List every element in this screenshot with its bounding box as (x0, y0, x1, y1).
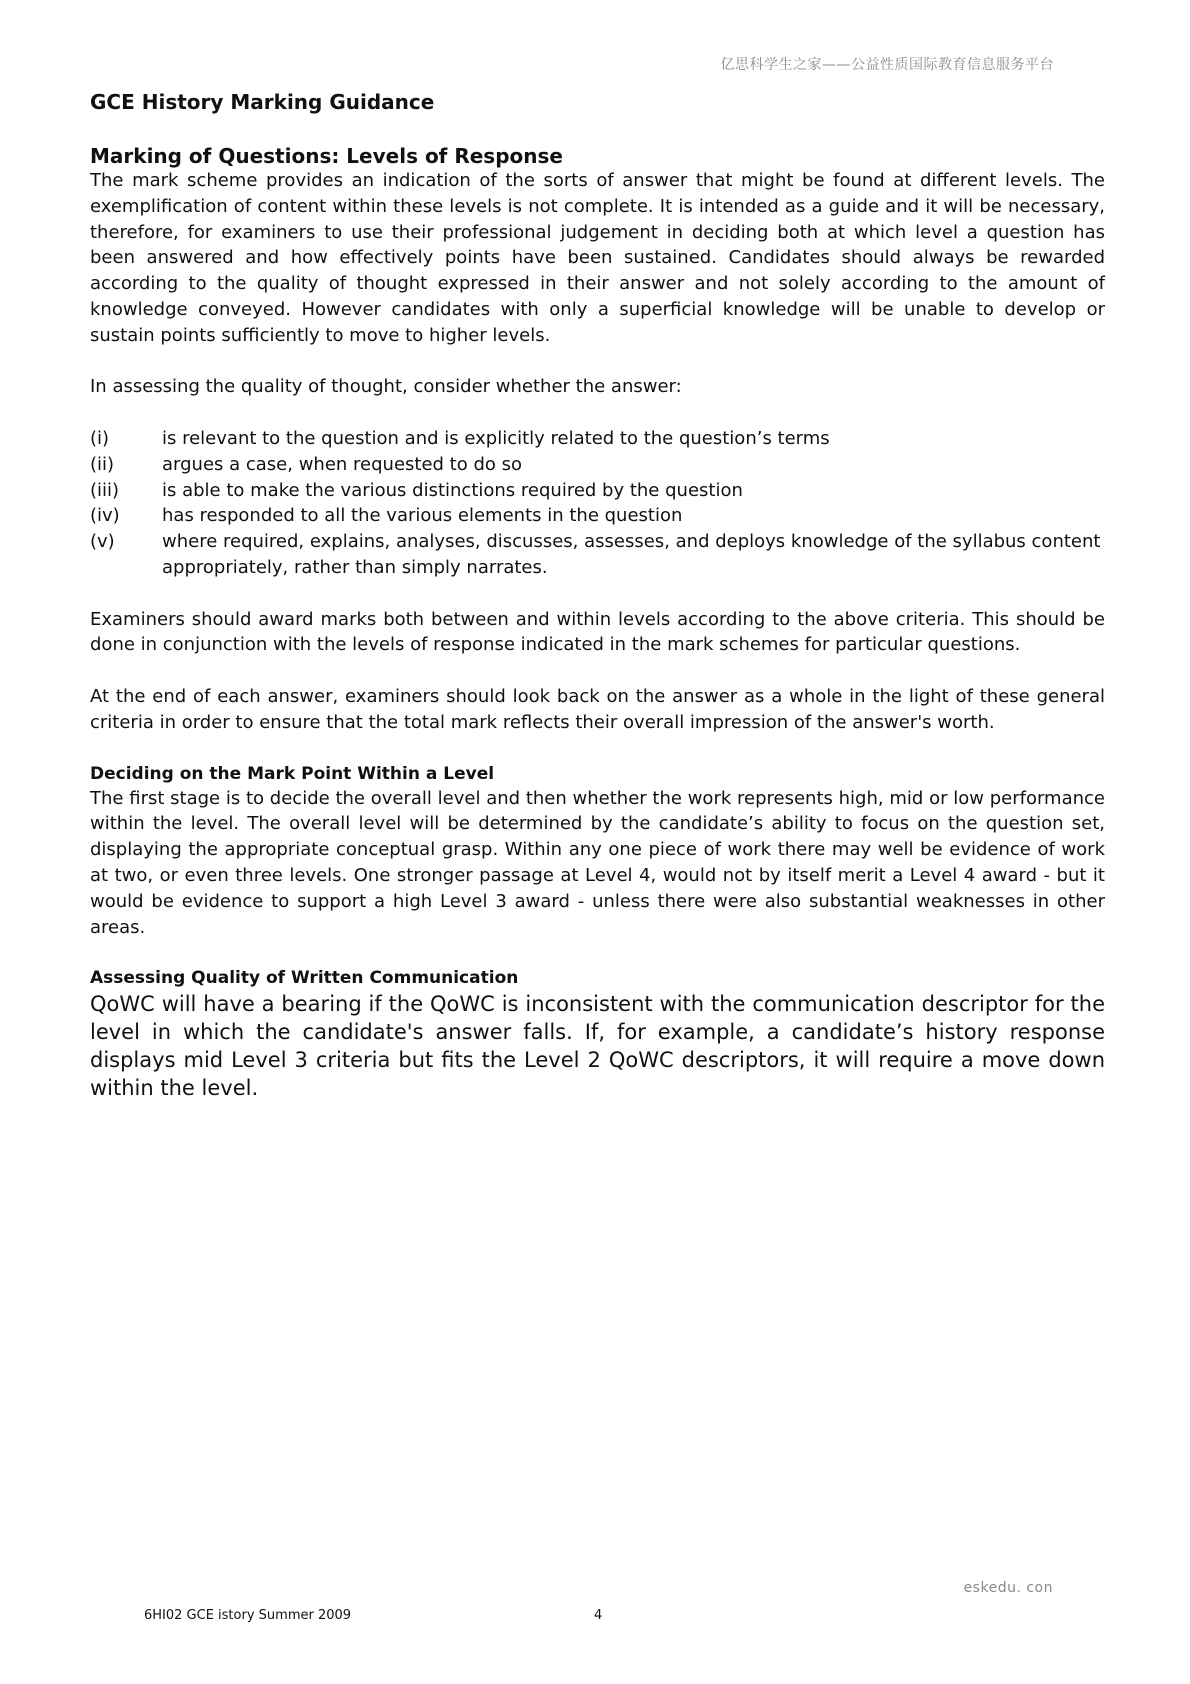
criteria-text: argues a case, when requested to do so (162, 453, 523, 475)
page-number: 4 (594, 1608, 603, 1623)
mark-point-paragraph: The first stage is to decide the overall level and then whether the work represents high, mid or low performance within the level. The overall level will be determined by the candidate’s ability to focus on the question set, displaying the appropriate conceptual grasp. Within any one piece of work there may well be evidence of work at two, or even three levels. One stronger passage at Level 4, would not by itself merit a Level 4 award - but it would be evidence to support a high Level 3 award - unless there were also substantial weaknesses in other areas. (90, 787, 1105, 938)
document-body (90, 90, 1105, 1102)
levels-section-heading: Marking of Questions: Levels of Response (90, 144, 563, 168)
criteria-text: is relevant to the question and is explicitly related to the question’s terms (162, 427, 830, 449)
criteria-text: has responded to all the various elements in the question (162, 505, 683, 527)
header-watermark: 亿思科学生之家——公益性质国际教育信息服务平台 (720, 57, 1054, 73)
criteria-numeral: (iii) (90, 479, 120, 501)
document-title: GCE History Marking Guidance (90, 90, 435, 114)
award-paragraph: Examiners should award marks both between and within levels according to the above criteria. This should be done in conjunction with the levels of response indicated in the mark schemes for particular questions. (90, 608, 1105, 656)
criteria-numeral: (iv) (90, 505, 120, 527)
criteria-numeral: (i) (90, 427, 110, 449)
footer-site-mark: eskedu. con (963, 1580, 1053, 1596)
end-of-answer-paragraph: At the end of each answer, examiners should look back on the answer as a whole in the light of these general criteria in order to ensure that the total mark reflects their overall impression of the answer's worth. (90, 685, 1105, 733)
footer-reference: 6HI02 GCE istory Summer 2009 (144, 1608, 352, 1623)
criteria-text: is able to make the various distinctions required by the question (162, 479, 743, 501)
assess-lead-paragraph: In assessing the quality of thought, consider whether the answer: (90, 376, 682, 398)
criteria-item (90, 478, 1105, 504)
criteria-item (90, 452, 1105, 478)
criteria-item (90, 503, 1105, 529)
qowc-paragraph: QoWC will have a bearing if the QoWC is inconsistent with the communication descriptor for the level in which the candidate's answer falls. If, for example, a candidate’s history response displays mid Level 3 criteria but fits the Level 2 QoWC descriptors, it will require a move down within the level. (90, 992, 1105, 1101)
mark-point-heading: Deciding on the Mark Point Within a Level (90, 763, 495, 784)
criteria-numeral: (v) (90, 531, 115, 553)
criteria-item (90, 426, 1105, 452)
criteria-list (90, 426, 1105, 581)
qowc-heading: Assessing Quality of Written Communication (90, 968, 519, 989)
criteria-item (90, 529, 1105, 581)
criteria-text: where required, explains, analyses, discusses, assesses, and deploys knowledge of the syllabus content appropriately, rather than simply narrates. (162, 531, 1101, 578)
levels-intro-paragraph: The mark scheme provides an indication of the sorts of answer that might be found at different levels. The exemplification of content within these levels is not complete. It is intended as a guide and it will be necessary, therefore, for examiners to use their professional judgement in deciding both at which level a question has been answered and how effectively points have been sustained. Candidates should always be rewarded according to the quality of thought expressed in their answer and not solely according to the amount of knowledge conveyed. However candidates with only a superficial knowledge will be unable to develop or sustain points sufficiently to move to higher levels. (90, 170, 1105, 346)
qowc-block (90, 990, 1105, 1102)
criteria-numeral: (ii) (90, 453, 115, 475)
